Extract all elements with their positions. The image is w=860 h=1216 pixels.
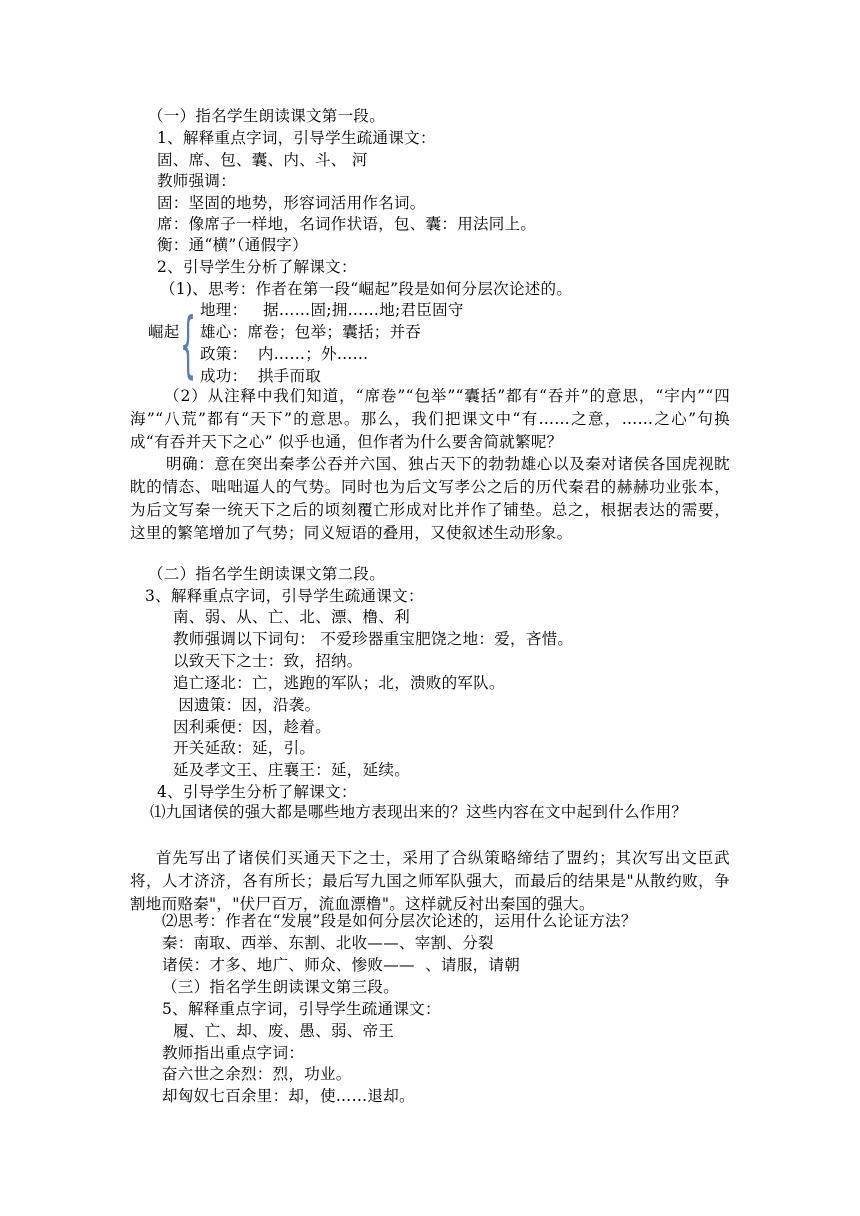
gloss-line: 因遗策：因，沿袭。 [173,696,321,714]
rise-item-ambition: 雄心：席卷；包举；囊括；并吞 [200,323,422,341]
answer-1: 明确：意在突出秦孝公吞并六国、独占天下的勃勃雄心以及秦对诸侯各国虎视眈眈的情态、咄咄逼人的气势。同时也为后文写孝公之后的历代秦君的赫赫功业张本，为后文写秦一统天下之后的顷刻覆亡形成对比并作了铺垫。总之，根据表达的需要，这里的繁笔增加了气势；同义短语的叠用，又使叙述生动形象。 [130,455,730,542]
answer-2: 首先写出了诸侯们买通天下之士，采用了合纵策略缔结了盟约；其次写出文臣武将，人才济济，各有所长；最后写九国之师军队强大，而最后的结果是"从散约败，争割地而赂秦"，"伏尸百万，流血漂橹"。这样就反衬出秦国的强大。 [130,849,730,913]
section-3-heading: （三）指名学生朗读课文第三段。 [162,978,400,996]
analysis-qin: 秦：南取、西举、东割、北收——、宰割、分裂 [162,934,494,952]
step-3-title: 3、解释重点字词，引导学生疏通课文： [145,587,424,605]
rise-label: 崛起 [148,323,180,341]
gloss-xi: 席：像席子一样地，名词作状语，包、囊：用法同上。 [157,215,537,233]
rise-item-policy: 政策： 内……；外…… [200,345,369,363]
gloss-line: 延及孝文王、庄襄王：延，延续。 [173,761,411,779]
rise-item-success: 成功： 拱手而取 [200,367,322,385]
brace-icon: { [180,302,197,386]
key-words-2: 南、弱、从、亡、北、漂、橹、利 [173,608,411,626]
step-5-title: 5、解释重点字词，引导学生疏通课文： [162,1000,441,1018]
key-words-1: 固、席、包、囊、内、斗、 河 [157,151,368,169]
rise-item-geography: 地理： 据……固;拥……地;君臣固守 [200,301,464,319]
gloss-heng: 衡：通“横”（通假字） [157,236,308,254]
gloss-line: 开关延敌：延，引。 [173,739,316,757]
teacher-emphasis-label: 教师强调： [157,172,237,190]
section-2-heading: （二）指名学生朗读课文第二段。 [148,565,386,583]
gloss-lie: 奋六世之余烈：烈，功业。 [162,1065,352,1083]
step-1-title: 1、解释重点字词，引导学生疏通课文： [157,129,436,147]
section-1-heading: （一）指名学生朗读课文第一段。 [148,107,386,125]
teacher-point-label: 教师指出重点字词： [162,1044,305,1062]
step-4-title: 4、引导学生分析了解课文： [157,783,357,801]
gloss-gu: 固：坚固的地势，形容词活用作名词。 [157,194,426,212]
step-2-title: 2、引导学生分析了解课文： [157,258,357,276]
gloss-line: 教师强调以下词句： 不爱珍器重宝肥饶之地：爱，吝惜。 [173,630,574,648]
analysis-zhuhou: 诸侯：才多、地广、师众、惨败—— 、请服，请朝 [162,956,521,974]
key-words-3: 履、亡、却、废、愚、弱、帝王 [173,1022,395,1040]
gloss-line: 追亡逐北：亡，逃跑的军队；北，溃败的军队。 [173,674,505,692]
question-1-1: （1)、思考：作者在第一段“崛起”段是如何分层次论述的。 [160,280,573,298]
question-2-2: ⑵思考：作者在“发展”段是如何分层次论述的，运用什么论证方法？ [162,912,637,930]
question-2-1: ⑴九国诸侯的强大都是哪些地方表现出来的？这些内容在文中起到什么作用？ [150,803,688,821]
gloss-line: 因利乘便：因，趁着。 [173,718,332,736]
question-1-2: （2）从注释中我们知道，“席卷”“包举”“囊括”都有“吞并”的意思，“宇内”“四海”“八荒”都有“天下”的意思。那么，我们把课文中“有……之意，……之心”句换成“有吞并天下之心” 似乎也通，但作者为什么要舍简就繁呢？ [130,387,730,451]
gloss-line: 以致天下之士：致，招纳。 [173,652,363,670]
gloss-que: 却匈奴七百余里：却，使……退却。 [162,1087,415,1105]
